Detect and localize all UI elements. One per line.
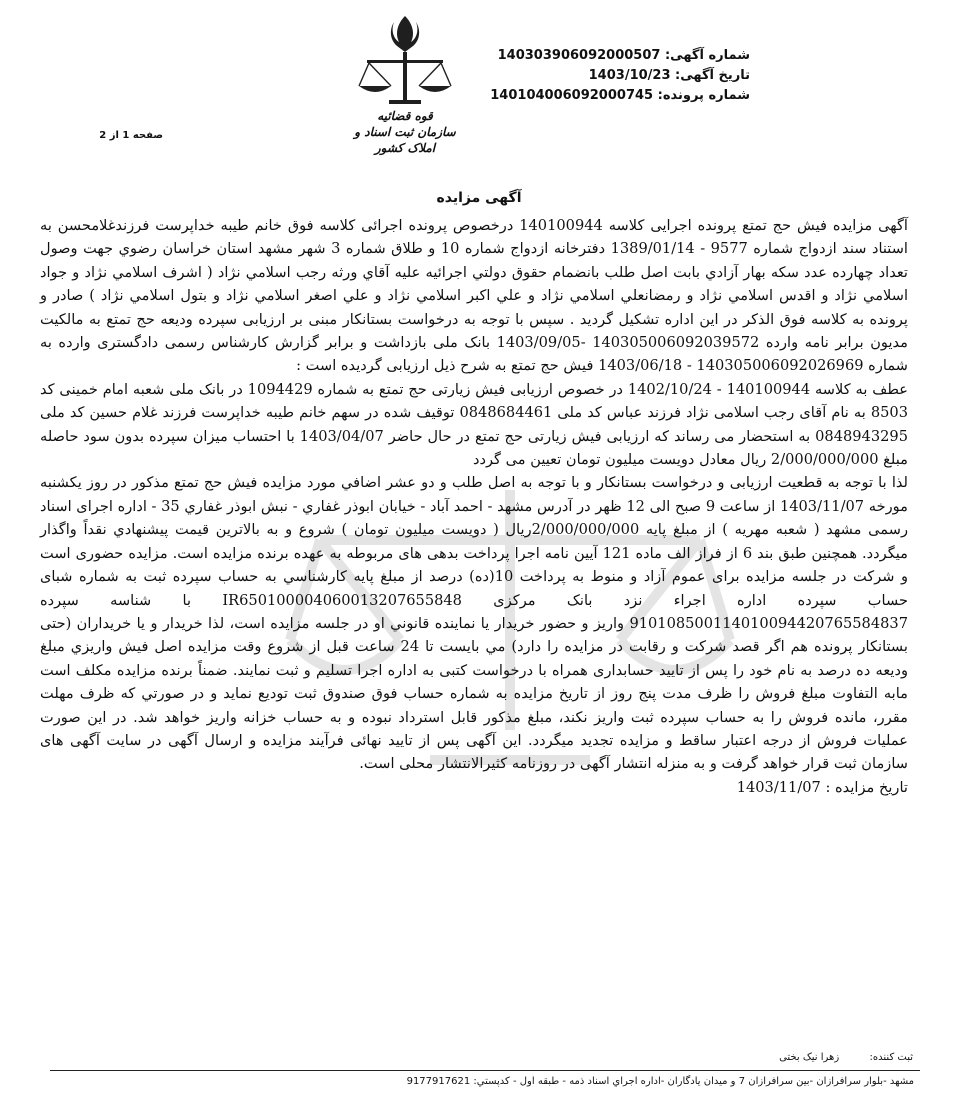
organization-name <box>340 108 470 156</box>
footer-divider <box>50 1070 920 1071</box>
ad-number: شماره آگهی: 140303906092000507 <box>497 48 750 63</box>
recorder-label: ثبت کننده: <box>869 1052 913 1063</box>
ad-date: تاریخ آگهی: 1403/10/23 <box>588 68 750 83</box>
paragraph-appraisal: عطف به کلاسه 140100944 - 1402/10/24 در خصوص ارزيابی فيش زيارتی حج تمتع به شماره 1094429 در بانک ملی شعبه امام خمينی کد 8503 به نام آقای رجب اسلامی نژاد فرزند عباس کد ملی 0848684461 توقيف شده در سهم خانم طيبه خداپرست فرزند غلام حسين کد ملی 0848943295 به استحضار می رساند که ارزيابی فيش زيارتی حج تمتع در حال حاضر 1403/04/07 با احتساب ميزان سپرده بدون سود حاصله مبلغ 2/000/000/000 ريال معادل دويست ميليون تومان تعيين می گردد <box>40 380 908 469</box>
org-judiciary: قوه قضائیه <box>377 109 433 123</box>
paragraph-intro: آگهی مزایده فیش حج تمتع پرونده اجرایی کلاسه 140100944 درخصوص پرونده اجرائی کلاسه فوق خانم طیبه خداپرست فرزندغلامحسن به استناد سند ازدواج شماره 9577 - 1389/01/14 دفترخانه ازدواج شماره 10 و طلاق شماره 3 شهر مشهد استان خراسان رضوي جهت وصول تعداد چهارده عدد سکه بهار آزادي بابت اصل طلب بانضمام حقوق دولتي اجرائيه عليه آقاي ورثه رجب اسلامي نژاد ( اشرف اسلامي نژاد و جواد اسلامي نژاد و اقدس اسلامي نژاد و رمضانعلي اسلامي نژاد و علي اکبر اسلامي نژاد و علي اصغر اسلامي نژاد و بتول اسلامي نژاد ) صادر و پرونده به کلاسه فوق الذکر در اين اداره تشکيل گرديد . سپس با توجه به درخواست بستانکار مبنی بر ارزيابی سپرده وديعه حج تمتع به مالکيت مديون برابر نامه وارده 140305006092039572 -1403/09/05 بانک ملی بازداشت و برابر گزارش کارشناس رسمی دادگستری وارده به شماره 140305006092026969 - 1403/06/18 فيش حج تمتع به شرح ذيل ارزيابی گرديده است : <box>40 217 909 375</box>
recorder-name: زهرا نیک بختی <box>779 1052 840 1063</box>
ad-meta <box>490 46 750 106</box>
office-address: مشهد -بلوار سرافرازان -بين سرافرازان 7 و ميدان يادگاران -اداره اجراي اسناد ذمه - طبقه اول - کدپستي: 9177917621 <box>406 1076 914 1087</box>
page-title: آگهی مزایده <box>436 190 522 206</box>
page-number: صفحه 1 از 2 <box>99 130 163 141</box>
recorder <box>779 1052 913 1063</box>
notice-body <box>40 214 908 799</box>
paragraph-auction-terms: لذا با توجه به قطعيت ارزيابی و درخواست بستانکار و با توجه به اصل طلب و دو عشر اضافي مورد مزايده فيش حج تمتع مذکور در روز يکشنبه مورخه 1403/11/07 از ساعت 9 صبح الی 12 ظهر در آدرس مشهد - احمد آباد - خيابان ابوذر غفاري - نبش ابوذر غفاري 35 - اداره اجرای اسناد رسمی مشهد ( شعبه مهريه ) از مبلغ پايه 2/000/000/000ريال ( دويست ميليون تومان ) شروع و به بالاترين قيمت پيشنهادي نقداً واگذار ميگردد. همچنين طبق بند 6 از فراز الف ماده 121 آيين نامه اجرا پرداخت بدهی های مربوطه به عهده برنده مزايده است. مزايده حضوری است و شرکت در جلسه مزايده برای عموم آزاد و منوط به پرداخت 10(ده) درصد از مبلغ پايه کارشناسي به حساب سپرده ثبت به شماره شبای حساب سپرده اداره اجراء نزد بانک مرکزی IR650100004060013207655848 با شناسه سپرده 910108500114010094420765584837 واريز و حضور خريدار يا نماينده قانوني او در جلسه مزايده است، لذا خريدار و يا خريداران (حتی بستانکار پرونده هم اگر قصد شرکت و رقابت در مزايده را دارد) مي بايست تا 24 ساعت قبل از شروع وقت مزايده اصل فيش واريزي مبلغ وديعه ده درصد به نام خود را پس از تاييد حسابداری همراه با درخواست کتبی به اداره اجرا تسليم و ثبت نمايند. ضمناً برنده مزايده مکلف است مابه التفاوت مبلغ فروش را ظرف مدت پنج روز از تاريخ مزايده به شماره حساب فوق صندوق ثبت توديع نمايد و در صورتي که ظرف مهلت مقرر، مانده فروش را به حساب سپرده ثبت واريز نکند، مبلغ مذکور قابل استرداد نبوده و به حساب خزانه واريز خواهد شد. در اين صورت عمليات فروش از درجه اعتبار ساقط و مزايده تجديد ميگردد. اين آگهی پس از تاييد نهائی فرآيند مزايده و ارسال آگهی در سايت آگهی های سازمان ثبت قرار خواهد گرفت و به منزله انتشار آگهی در روزنامه کثيرالانتشار محلی است. <box>40 474 909 773</box>
paragraph-auction-date: تاريخ مزايده : 1403/11/07 <box>736 778 908 796</box>
org-registration: سازمان ثبت اسناد و املاک کشور <box>354 125 456 155</box>
case-number: شماره پرونده: 140104006092000745 <box>490 88 750 103</box>
